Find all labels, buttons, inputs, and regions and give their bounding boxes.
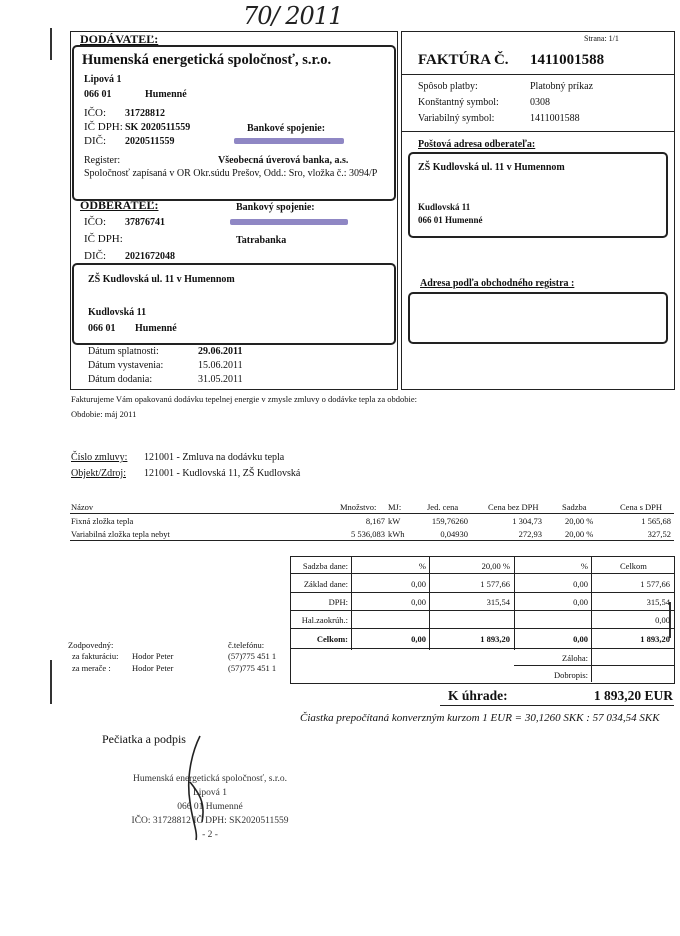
vat-cell: 20,00 %	[481, 561, 510, 571]
customer-street: Kudlovská 11	[88, 307, 147, 318]
vat-cell: 1 893,20	[480, 634, 510, 644]
customer-bank-label: Bankový spojenie:	[236, 202, 315, 213]
const-symbol: 0308	[530, 97, 550, 108]
responsible-phone: (57)775 451 1	[228, 651, 277, 661]
customer-zip: 066 01	[88, 323, 116, 334]
var-symbol: 1411001588	[530, 113, 580, 124]
supplier-dic-label: DIČ:	[84, 135, 106, 147]
var-symbol-label: Variabilný symbol:	[418, 113, 495, 124]
handwritten-signature	[178, 732, 218, 844]
postal-name: ZŠ Kudlovská ul. 11 v Humennom	[418, 162, 565, 173]
registry-address-box	[408, 292, 668, 344]
vat-cell: 0,00	[573, 579, 588, 589]
advance-label: Záloha:	[562, 653, 588, 663]
payment-value: Platobný príkaz	[530, 81, 594, 92]
vat-rate-label: Sadzba dane:	[302, 561, 348, 571]
contract-value: 121001 - Zmluva na dodávku tepla	[144, 452, 285, 463]
customer-ico: 37876741	[125, 217, 165, 228]
postal-heading: Poštová adresa odberateľa:	[418, 139, 536, 150]
item-qty: 5 536,083	[351, 529, 385, 539]
issue-date: 15.06.2011	[198, 360, 243, 371]
customer-ico-label: IČO:	[84, 216, 106, 228]
total-label: K úhrade:	[448, 688, 508, 703]
issue-date-label: Dátum vystavenia:	[88, 360, 164, 371]
responsible-label: Zodpovedný:	[68, 640, 114, 650]
divider	[401, 74, 674, 75]
signature-label: Pečiatka a podpis	[102, 732, 186, 746]
divider	[440, 705, 674, 706]
responsible-phone: (57)775 451 1	[228, 663, 277, 673]
scan-mark	[50, 660, 52, 704]
page-number: Strana: 1/1	[584, 34, 619, 43]
responsible-role: za merače :	[72, 663, 111, 673]
due-date-label: Dátum splatnosti:	[88, 346, 159, 357]
supplier-icdph: SK 2020511559	[125, 122, 191, 133]
stamp-line: Humenská energetická spoločnosť, s.r.o.	[132, 774, 287, 784]
supplier-zip: 066 01	[84, 89, 112, 100]
delivery-date: 31.05.2011	[198, 374, 243, 385]
redaction-mark	[234, 138, 344, 144]
divider	[70, 540, 674, 541]
postal-street: Kudlovská 11	[418, 202, 471, 212]
item-gross: 1 565,68	[641, 516, 671, 526]
vat-grid	[290, 628, 674, 629]
supplier-icdph-label: IČ DPH:	[84, 121, 123, 133]
item-qty: 8,167	[365, 516, 385, 526]
supplier-bank-label: Bankové spojenie:	[247, 123, 326, 134]
contract-label: Číslo zmluvy:	[71, 452, 128, 463]
stamp-line: IČO: 31728812 IČ DPH: SK2020511559	[131, 816, 289, 826]
supplier-dic: 2020511559	[125, 136, 175, 147]
vat-grid	[290, 610, 674, 611]
supplier-name: Humenská energetická spoločnosť, s.r.o.	[82, 52, 332, 68]
supplier-ico: 31728812	[125, 108, 165, 119]
scan-mark	[50, 28, 52, 60]
responsible-person: Hodor Peter	[132, 663, 174, 673]
vat-cell: %	[580, 561, 588, 571]
vat-cell: 0,00	[573, 634, 588, 644]
divider	[401, 131, 674, 132]
vat-grid	[290, 648, 674, 649]
const-symbol-label: Konštantný symbol:	[418, 97, 499, 108]
item-rate: 20,00 %	[565, 516, 594, 526]
vat-cell: 315,54	[646, 597, 670, 607]
customer-heading: ODBERATEĽ:	[80, 198, 159, 212]
stamp-line: Lipová 1	[192, 788, 228, 798]
vat-grid	[290, 573, 674, 574]
col-header-unit: MJ:	[388, 502, 402, 512]
vat-cell: 0,00	[655, 615, 670, 625]
supplier-city: Humenné	[145, 89, 187, 100]
divider	[70, 513, 674, 514]
col-header-price: Jed. cena	[427, 502, 459, 512]
vat-base-label: Základ dane:	[303, 579, 348, 589]
handwritten-reference: 70/ 2011	[243, 2, 343, 30]
vat-cell: 315,54	[486, 597, 510, 607]
supplier-register-label: Register:	[84, 155, 121, 166]
item-net: 272,93	[518, 529, 542, 539]
customer-name: ZŠ Kudlovská ul. 11 v Humennom	[88, 274, 235, 285]
postal-zipcity: 066 01 Humenné	[418, 215, 483, 225]
item-gross: 327,52	[647, 529, 671, 539]
vat-total-label: Celkom:	[316, 634, 348, 644]
stamp-line: - 2 -	[202, 830, 218, 840]
payment-label: Spôsob platby:	[418, 81, 478, 92]
vat-cell: 1 577,66	[480, 579, 510, 589]
delivery-date-label: Dátum dodania:	[88, 374, 153, 385]
redaction-mark	[230, 219, 348, 225]
supplier-bank-name: Všeobecná úverová banka, a.s.	[218, 155, 349, 166]
object-label: Objekt/Zdroj:	[71, 468, 126, 479]
responsible-role: za fakturáciu:	[72, 651, 119, 661]
supplier-heading: DODÁVATEĽ:	[80, 32, 159, 46]
total-value: 1 893,20 EUR	[593, 688, 673, 703]
item-net: 1 304,73	[512, 516, 542, 526]
col-header-name: Názov	[71, 502, 94, 512]
item-name: Variabilná zložka tepla nebyt	[71, 529, 170, 539]
registry-heading: Adresa podľa obchodného registra :	[420, 278, 575, 289]
vat-cell: 1 577,66	[640, 579, 670, 589]
col-header-gross: Cena s DPH	[620, 502, 663, 512]
customer-city: Humenné	[135, 323, 177, 334]
col-header-rate: Sadzba	[562, 502, 587, 512]
item-unit: kWh	[388, 529, 405, 539]
due-date: 29.06.2011	[198, 346, 243, 357]
invoice-number: 1411001588	[530, 52, 605, 68]
vat-cell: 0,00	[411, 579, 426, 589]
vat-cell: %	[418, 561, 426, 571]
object-value: 121001 - Kudlovská 11, ZŠ Kudlovská	[144, 468, 301, 479]
stamp-line: 066 01 Humenné	[177, 802, 243, 812]
vat-cell: 1 893,20	[640, 634, 670, 644]
vat-cell: 0,00	[573, 597, 588, 607]
vat-cell: 0,00	[411, 634, 426, 644]
customer-icdph-label: IČ DPH:	[84, 233, 123, 245]
customer-dic-label: DIČ:	[84, 250, 106, 262]
vat-cell: Celkom	[620, 561, 647, 571]
supplier-street: Lipová 1	[84, 74, 122, 85]
col-header-net: Cena bez DPH	[488, 502, 539, 512]
credit-note-label: Dobropis:	[554, 670, 588, 680]
vat-tax-label: DPH:	[328, 597, 348, 607]
vat-grid	[290, 592, 674, 593]
responsible-person: Hodor Peter	[132, 651, 174, 661]
vat-cell: 0,00	[411, 597, 426, 607]
col-header-qty: Množstvo:	[340, 502, 377, 512]
item-rate: 20,00 %	[565, 529, 594, 539]
item-price: 0,04930	[440, 529, 468, 539]
invoice-title: FAKTÚRA Č.	[418, 52, 509, 68]
phone-label: č.telefónu:	[228, 640, 265, 650]
vat-grid	[514, 665, 674, 666]
conversion-note: Čiastka prepočítaná konverzným kurzom 1 EUR = 30,1260 SKK : 57 034,54 SKK	[300, 712, 660, 724]
item-unit: kW	[388, 516, 401, 526]
customer-dic: 2021672048	[125, 251, 175, 262]
intro-line-1: Fakturujeme Vám opakovanú dodávku tepelnej energie v zmysle zmluvy o dodávke tepla za obdobie:	[71, 394, 417, 404]
intro-line-2: Obdobie: máj 2011	[71, 409, 137, 419]
supplier-register-text: Spoločnosť zapísaná v OR Okr.súdu Prešov, Odd.: Sro, vložka č.: 3094/P	[84, 168, 378, 179]
item-name: Fixná zložka tepla	[71, 516, 134, 526]
customer-bank-name: Tatrabanka	[236, 235, 287, 246]
supplier-ico-label: IČO:	[84, 107, 106, 119]
item-price: 159,76260	[431, 516, 468, 526]
rounding-label: Hal.zaokrúh.:	[301, 615, 348, 625]
